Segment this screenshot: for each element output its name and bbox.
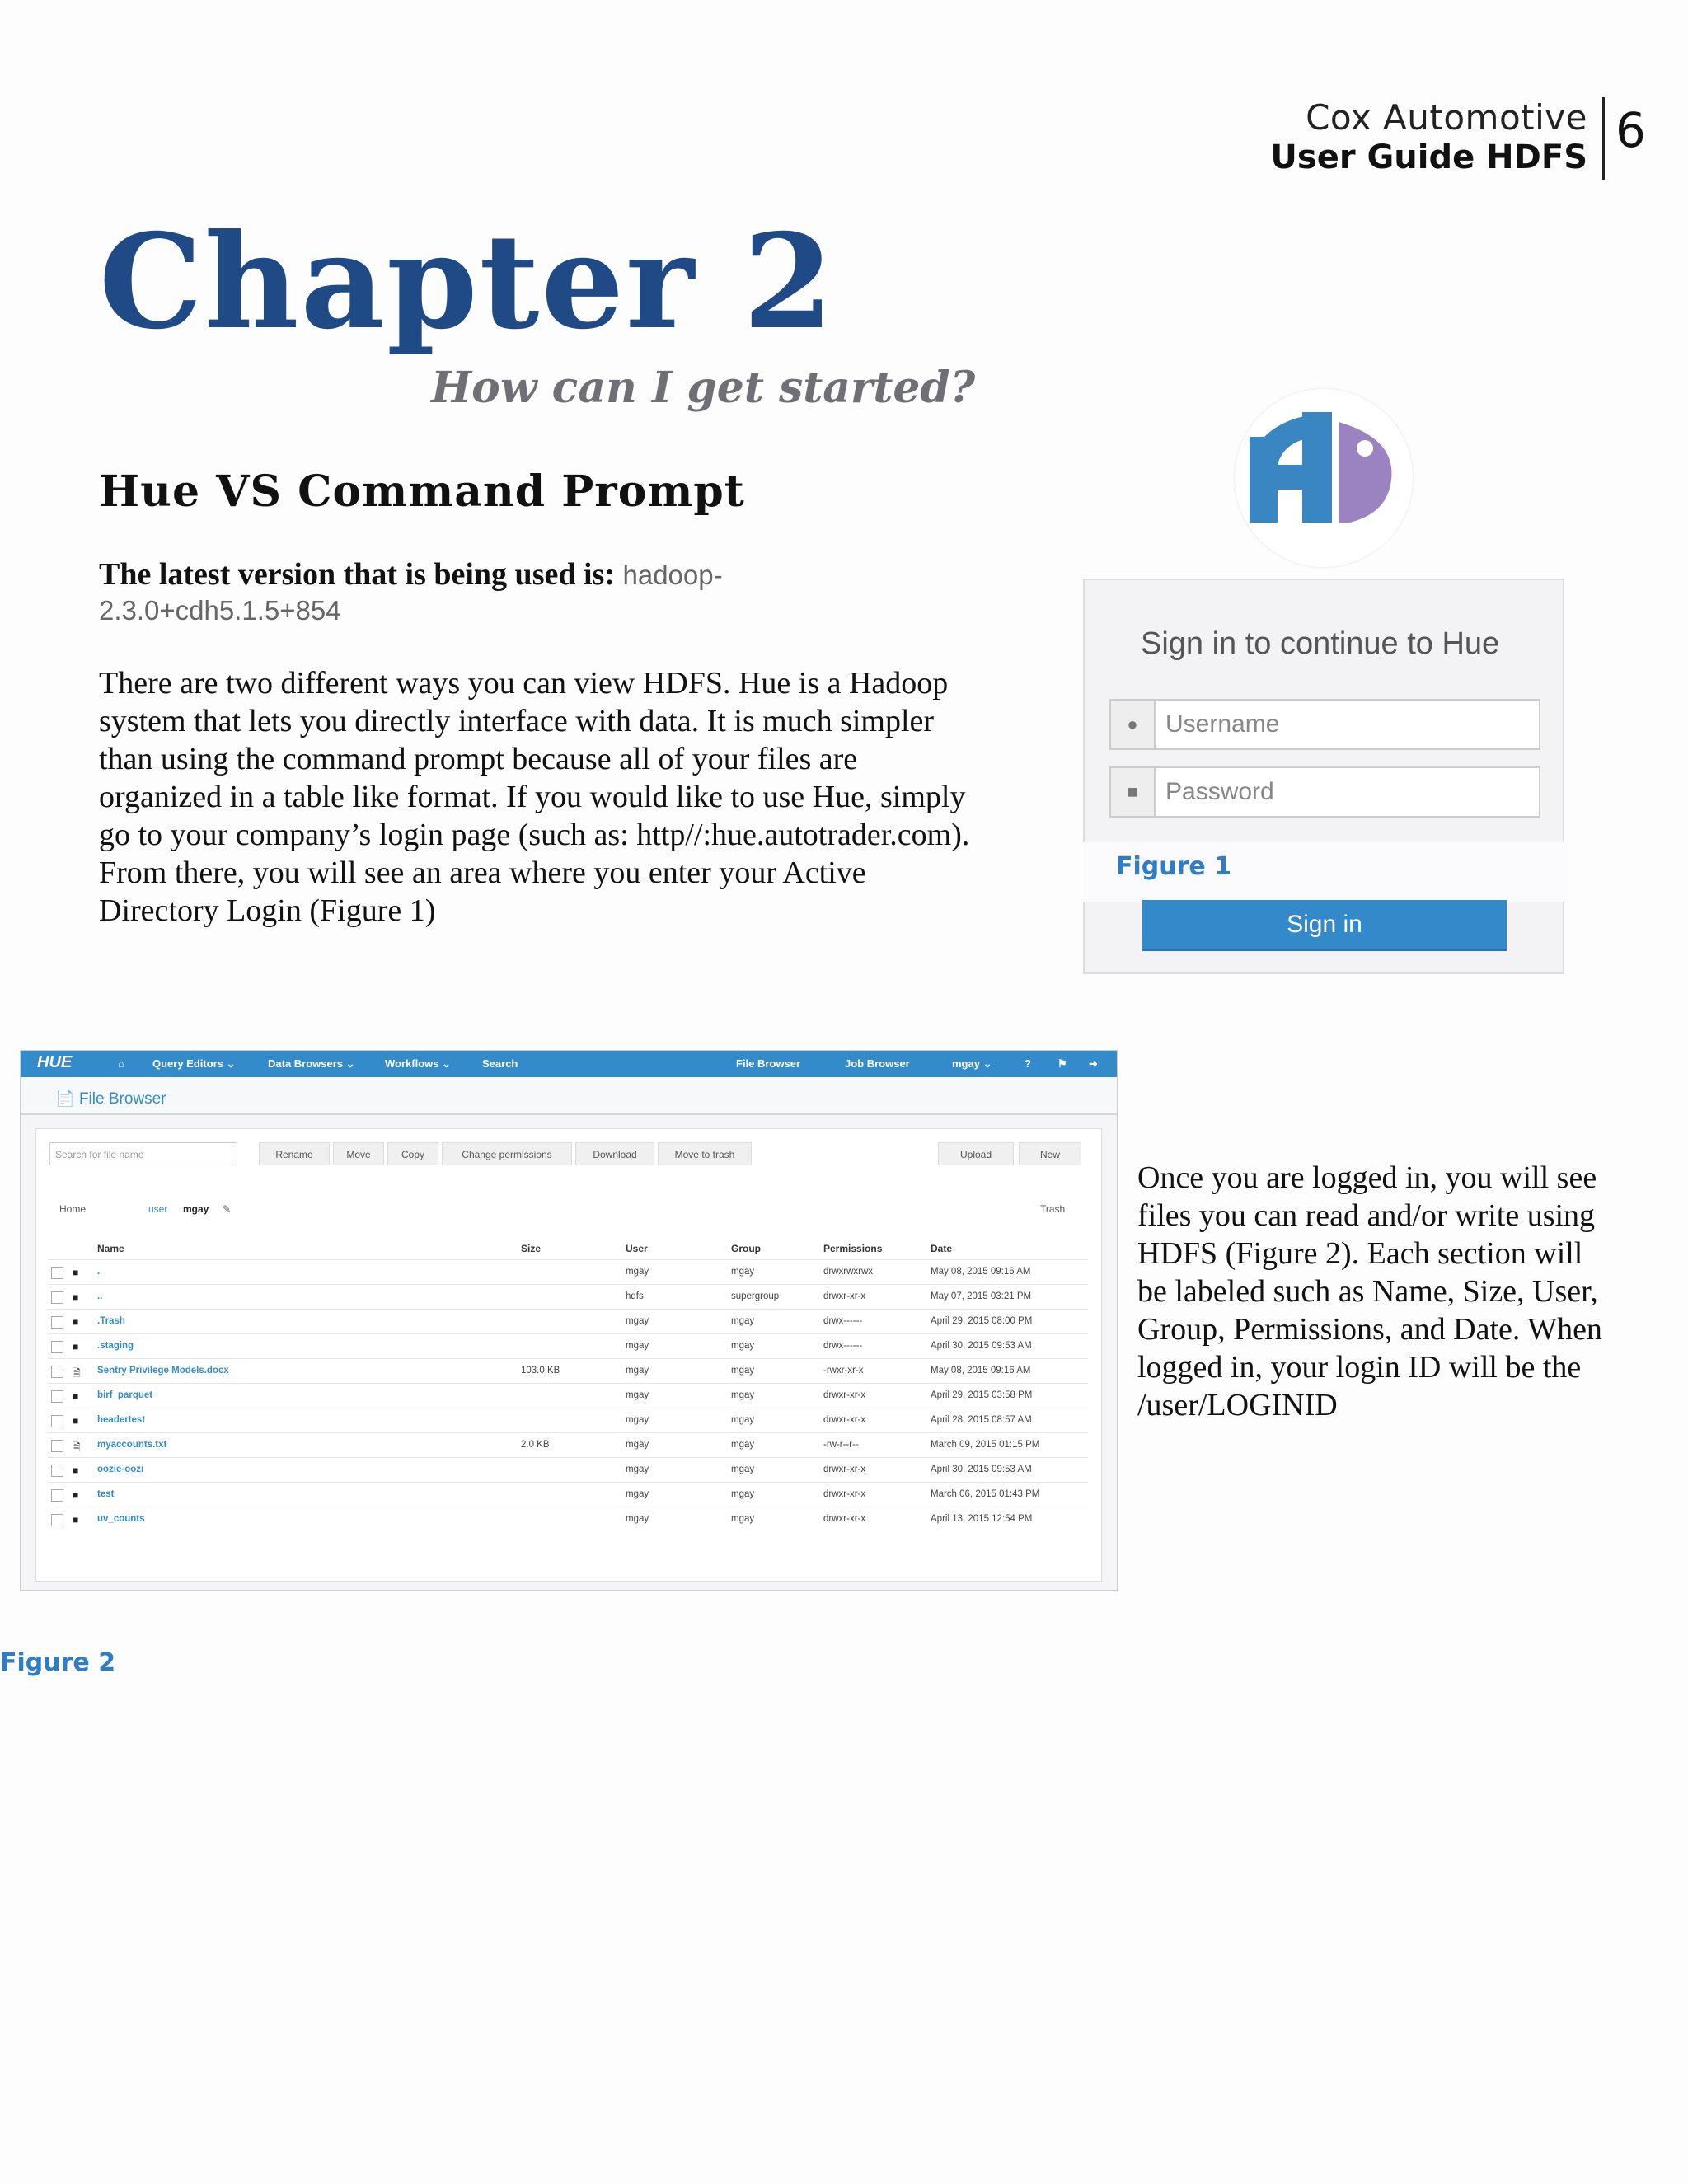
nav-user-menu[interactable]: mgay ⌄	[952, 1057, 992, 1070]
row-checkbox[interactable]	[51, 1366, 63, 1378]
logged-in-paragraph: Once you are logged in, you will see files you can read and/or write using HDFS (Figure 2). Each section will be labeled such as Name, Size, User, Group, Permissions, and Date. When logged in, your login ID will be the /user/LOGINID	[1137, 1160, 1602, 1422]
table-row[interactable]	[48, 1358, 1088, 1384]
chapter-title: Chapter 2	[99, 206, 836, 359]
file-name[interactable]: .	[97, 1267, 101, 1277]
guide-title: User Guide HDFS	[1270, 138, 1587, 176]
flag-icon[interactable]: ⚑	[1057, 1057, 1067, 1070]
folder-icon: ■	[73, 1341, 79, 1352]
row-checkbox[interactable]	[51, 1316, 63, 1329]
folder-icon: ■	[73, 1514, 79, 1526]
file-permissions: drwx------	[823, 1341, 863, 1351]
table-row[interactable]	[48, 1259, 1088, 1285]
file-permissions: -rwxr-xr-x	[823, 1366, 864, 1376]
table-row[interactable]	[48, 1482, 1088, 1507]
page-number: 6	[1615, 102, 1646, 158]
file-user: mgay	[626, 1366, 649, 1376]
section-heading: Hue VS Command Prompt	[99, 466, 745, 517]
nav-job-browser[interactable]: Job Browser	[845, 1057, 910, 1070]
hue-logo	[1235, 389, 1413, 567]
file-group: mgay	[731, 1465, 755, 1474]
table-row[interactable]	[48, 1408, 1088, 1433]
file-date: April 13, 2015 12:54 PM	[931, 1514, 1033, 1524]
file-size: 103.0 KB	[521, 1366, 560, 1376]
file-permissions: -rw-r--r--	[823, 1440, 859, 1450]
lock-icon: ■	[1111, 768, 1156, 816]
file-name[interactable]: .Trash	[97, 1316, 125, 1326]
row-checkbox[interactable]	[51, 1489, 63, 1502]
file-date: April 30, 2015 09:53 AM	[931, 1465, 1032, 1474]
file-date: April 29, 2015 08:00 PM	[931, 1316, 1033, 1326]
breadcrumb-current: mgay	[183, 1203, 209, 1215]
table-row[interactable]	[48, 1383, 1088, 1408]
move-button[interactable]: Move	[333, 1142, 384, 1165]
file-group: supergroup	[731, 1291, 780, 1301]
file-group: mgay	[731, 1366, 755, 1376]
file-permissions: drwxr-xr-x	[823, 1465, 866, 1474]
nav-data-browsers[interactable]: Data Browsers ⌄	[268, 1057, 355, 1070]
figure1-caption: Figure 1	[1116, 852, 1232, 881]
table-row[interactable]	[48, 1333, 1088, 1359]
version-line	[99, 557, 923, 628]
file-date: April 28, 2015 08:57 AM	[931, 1415, 1032, 1425]
file-group: mgay	[731, 1489, 755, 1499]
version-value: hadoop-2.3.0+cdh5.1.5+854	[99, 560, 723, 626]
file-group: mgay	[731, 1341, 755, 1351]
logout-icon[interactable]: ➜	[1089, 1057, 1098, 1070]
col-size[interactable]: Size	[521, 1243, 542, 1254]
table-row[interactable]	[48, 1507, 1088, 1532]
file-group: mgay	[731, 1316, 755, 1326]
file-date: May 07, 2015 03:21 PM	[931, 1291, 1032, 1301]
table-row[interactable]	[48, 1309, 1088, 1334]
row-checkbox[interactable]	[51, 1390, 63, 1403]
file-user: mgay	[626, 1489, 649, 1499]
file-user: hdfs	[626, 1291, 644, 1301]
header-divider	[1602, 97, 1605, 180]
file-user: mgay	[626, 1390, 649, 1400]
hue-subheader	[21, 1077, 1117, 1115]
row-checkbox[interactable]	[51, 1267, 63, 1279]
folder-icon: ■	[73, 1390, 79, 1402]
password-placeholder: Password	[1165, 778, 1274, 805]
folder-icon: ■	[73, 1465, 79, 1476]
row-checkbox[interactable]	[51, 1291, 63, 1304]
nav-workflows[interactable]: Workflows ⌄	[385, 1057, 451, 1070]
move-to-trash-button[interactable]: Move to trash	[658, 1142, 752, 1165]
file-permissions: drwx------	[823, 1316, 863, 1326]
file-user: mgay	[626, 1341, 649, 1351]
file-permissions: drwxr-xr-x	[823, 1489, 866, 1499]
file-permissions: drwxr-xr-x	[823, 1415, 866, 1425]
col-user[interactable]: User	[626, 1243, 648, 1254]
table-row[interactable]	[48, 1432, 1088, 1458]
file-group: mgay	[731, 1514, 755, 1524]
figure2-caption: Figure 2	[0, 1648, 116, 1677]
file-name[interactable]: test	[97, 1489, 115, 1499]
login-panel	[1083, 579, 1564, 974]
file-icon: 🗎	[73, 1367, 81, 1379]
file-name[interactable]: birf_parquet	[97, 1390, 153, 1400]
file-permissions: drwxr-xr-x	[823, 1390, 866, 1400]
hue-navbar	[21, 1051, 1117, 1077]
file-name[interactable]: myaccounts.txt	[97, 1440, 167, 1450]
file-name[interactable]: headertest	[97, 1415, 146, 1425]
help-icon[interactable]: ?	[1025, 1057, 1031, 1070]
col-name[interactable]: Name	[97, 1243, 124, 1254]
file-user: mgay	[626, 1316, 649, 1326]
row-checkbox[interactable]	[51, 1514, 63, 1526]
company-name: Cox Automotive	[1306, 97, 1587, 138]
file-browser-title: 📄 File Browser	[55, 1090, 166, 1108]
folder-icon: ■	[73, 1415, 79, 1427]
col-date[interactable]: Date	[931, 1243, 953, 1254]
intro-paragraph: There are two different ways you can view HDFS. Hue is a Hadoop system that lets you directly interface with data. It is much simpler than using the command prompt because all of your files are organized in a table like format. If you would like to use Hue, simply go to your company’s login page (such as: http//:hue.autotrader.com). From there, you will see an area where you enter your Active Directory Login (Figure 1)	[99, 666, 970, 928]
file-user: mgay	[626, 1415, 649, 1425]
file-size: 2.0 KB	[521, 1440, 550, 1450]
nav-file-browser[interactable]: File Browser	[736, 1057, 801, 1070]
signin-button[interactable]: Sign in	[1142, 900, 1507, 951]
password-input[interactable]	[1109, 766, 1540, 818]
username-placeholder: Username	[1165, 710, 1280, 738]
file-user: mgay	[626, 1465, 649, 1474]
nav-query-editors[interactable]: Query Editors ⌄	[152, 1057, 236, 1070]
file-name[interactable]: Sentry Privilege Models.docx	[97, 1366, 229, 1376]
file-user: mgay	[626, 1267, 649, 1277]
file-user: mgay	[626, 1440, 649, 1450]
file-date: April 29, 2015 03:58 PM	[931, 1390, 1033, 1400]
folder-icon: ■	[73, 1316, 79, 1328]
row-checkbox[interactable]	[51, 1465, 63, 1477]
file-group: mgay	[731, 1390, 755, 1400]
trash-link[interactable]: Trash	[1040, 1203, 1066, 1215]
row-checkbox[interactable]	[51, 1440, 63, 1452]
login-title: Sign in to continue to Hue	[1141, 626, 1500, 661]
file-user: mgay	[626, 1514, 649, 1524]
file-name[interactable]: oozie-oozi	[97, 1465, 144, 1474]
user-icon: ●	[1111, 701, 1156, 748]
hue-brand[interactable]: HUE	[37, 1053, 73, 1071]
change-permissions-button[interactable]: Change permissions	[442, 1142, 572, 1165]
hue-file-browser	[20, 1050, 1118, 1591]
edit-path-icon[interactable]: ✎	[223, 1203, 232, 1215]
file-permissions: drwxrwxrwx	[823, 1267, 874, 1277]
new-button[interactable]: New	[1019, 1142, 1081, 1165]
file-icon: 🗎	[73, 1441, 81, 1453]
hue-logo-icon	[1235, 389, 1413, 567]
file-date: May 08, 2015 09:16 AM	[931, 1267, 1031, 1277]
file-name[interactable]: uv_counts	[97, 1514, 145, 1524]
copy-button[interactable]: Copy	[387, 1142, 438, 1165]
file-date: March 06, 2015 01:43 PM	[931, 1489, 1040, 1499]
file-permissions: drwxr-xr-x	[823, 1291, 866, 1301]
table-row[interactable]	[48, 1284, 1088, 1310]
chapter-subtitle: How can I get started?	[431, 363, 976, 413]
rename-button[interactable]: Rename	[259, 1142, 330, 1165]
file-browser-title-text: File Browser	[78, 1090, 166, 1108]
file-group: mgay	[731, 1415, 755, 1425]
folder-icon: ■	[73, 1267, 79, 1278]
folder-icon: ■	[73, 1489, 79, 1501]
file-name[interactable]: .staging	[97, 1341, 134, 1351]
upload-button[interactable]: Upload	[938, 1142, 1014, 1165]
file-search-input[interactable]: Search for file name	[49, 1142, 237, 1165]
file-date: March 09, 2015 01:15 PM	[931, 1440, 1040, 1450]
nav-search[interactable]: Search	[482, 1057, 518, 1070]
file-permissions: drwxr-xr-x	[823, 1514, 866, 1524]
folder-icon: ■	[73, 1291, 79, 1303]
row-checkbox[interactable]	[51, 1341, 63, 1353]
col-permissions[interactable]: Permissions	[823, 1243, 883, 1254]
file-browser-card	[35, 1128, 1102, 1582]
file-date: April 30, 2015 09:53 AM	[931, 1341, 1032, 1351]
download-button[interactable]: Download	[575, 1142, 654, 1165]
file-group: mgay	[731, 1440, 755, 1450]
file-name[interactable]: ..	[97, 1291, 103, 1301]
file-group: mgay	[731, 1267, 755, 1277]
version-label: The latest version that is being used is:	[99, 557, 615, 592]
breadcrumb-user[interactable]: user	[148, 1203, 168, 1215]
home-icon[interactable]: ⌂	[118, 1057, 124, 1070]
file-date: May 08, 2015 09:16 AM	[931, 1366, 1031, 1376]
row-checkbox[interactable]	[51, 1415, 63, 1427]
breadcrumb-home[interactable]: Home	[59, 1203, 87, 1215]
col-group[interactable]: Group	[731, 1243, 761, 1254]
username-input[interactable]	[1109, 699, 1540, 750]
table-row[interactable]	[48, 1457, 1088, 1483]
